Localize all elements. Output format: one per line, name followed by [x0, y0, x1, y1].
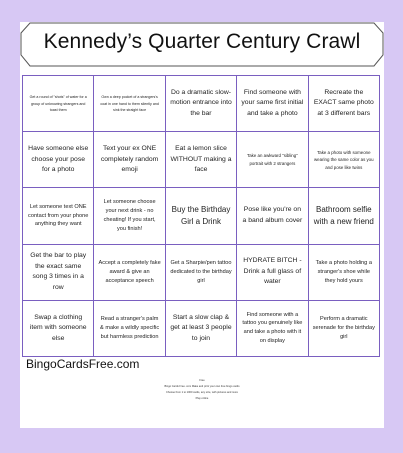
bingo-square[interactable]: HYDRATE BITCH - Drink a full glass of water: [237, 245, 308, 301]
brand-label: BingoCardsFree.com: [26, 357, 140, 371]
bingo-square[interactable]: Get a round of "shots" of water for a group of unknowing strangers and toast them: [23, 76, 94, 132]
bingo-square[interactable]: Take a photo with someone wearing the same color as you and pose like twins: [309, 132, 380, 188]
bingo-grid: [22, 75, 380, 357]
footer-line: Bingo Cards Free .com Make and print your own free bingo cards: [164, 384, 240, 388]
bingo-square[interactable]: Take a photo holding a stranger's shoe while they hold yours: [309, 245, 380, 301]
bingo-square[interactable]: Let someone choose your next drink - no cheating! If you start, you finish!: [94, 188, 165, 244]
bingo-square[interactable]: Find someone with a tattoo you genuinely like and take a photo with it on display: [237, 301, 308, 357]
bingo-square[interactable]: Text your ex ONE completely random emoji: [94, 132, 165, 188]
title-banner: [20, 22, 384, 70]
bingo-card: [20, 22, 384, 428]
bingo-square[interactable]: Eat a lemon slice WITHOUT making a face: [166, 132, 237, 188]
footer-line: Play online: [195, 396, 209, 400]
bingo-square[interactable]: Own a deep pocket of a strangers's coat in one hand to them silently and sink the straight face: [94, 76, 165, 132]
bingo-square[interactable]: Accept a completely fake award & give an acceptance speech: [94, 245, 165, 301]
bingo-square[interactable]: Pose like you're on a band album cover: [237, 188, 308, 244]
card-title: Kennedy’s Quarter Century Crawl: [43, 30, 361, 53]
bingo-square[interactable]: Find someone with your same first initial and take a photo: [237, 76, 308, 132]
bingo-square[interactable]: Buy the Birthday Girl a Drink: [166, 188, 237, 244]
bingo-square[interactable]: Let someone text ONE contact from your phone anything they want: [23, 188, 94, 244]
bingo-square[interactable]: Start a slow clap & get at least 3 people to join: [166, 301, 237, 357]
footer-line: Free: [199, 379, 205, 382]
bingo-square[interactable]: Get the bar to play the exact same song 3 times in a row: [23, 245, 94, 301]
bingo-square[interactable]: Swap a clothing item with someone else: [23, 301, 94, 357]
bingo-square[interactable]: Read a stranger's palm & make a wildly specific but harmless prediction: [94, 301, 165, 357]
footer-line: Choose from 1 to 1000 cards, any size, with pictures and more: [166, 390, 238, 394]
bingo-square[interactable]: Recreate the EXACT same photo at 3 different bars: [309, 76, 380, 132]
footer-text: [20, 378, 384, 402]
bingo-square[interactable]: Perform a dramatic serenade for the birthday girl: [309, 301, 380, 357]
bingo-square[interactable]: Have someone else choose your pose for a photo: [23, 132, 94, 188]
bingo-square[interactable]: Bathroom selfie with a new friend: [309, 188, 380, 244]
bingo-square[interactable]: Take an awkward "sibling" portrait with 2 strangers: [237, 132, 308, 188]
bingo-square[interactable]: Do a dramatic slow-motion entrance into the bar: [166, 76, 237, 132]
bingo-square[interactable]: Get a Sharpie/pen tattoo dedicated to the birthday girl: [166, 245, 237, 301]
